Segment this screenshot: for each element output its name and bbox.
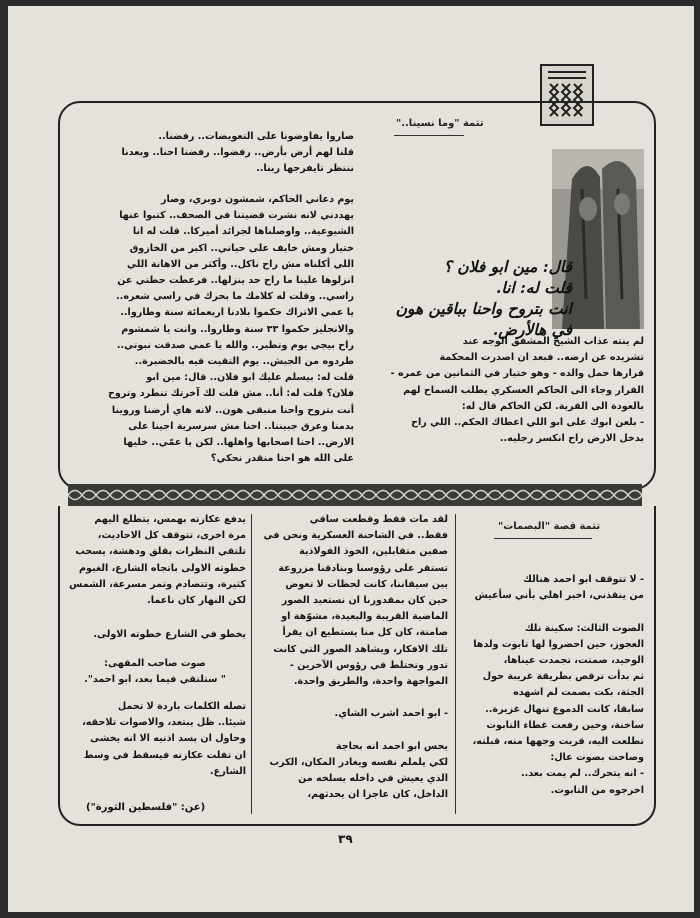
column-divider-right (455, 514, 456, 814)
ornamental-divider (68, 484, 642, 506)
magazine-page (8, 6, 694, 912)
page-number: ٣٩ (338, 832, 353, 846)
quote-line-1: قال: مين ابو فلان ؟ (443, 257, 572, 276)
pull-quote (364, 256, 572, 340)
article-para-1: صاروا يفاوضونا على التعويضات.. رفضنا.. قلنا لهم أرض بأرض.. رفضوا.. رفضنا احنا.. وبعدنا ننتظر تايفرجها ربنا.. (121, 131, 354, 175)
divider-pattern-icon (68, 484, 642, 506)
story-col-right: - لا تتوقف ابو احمد هنالك من ينقذني، اخبر اهلي بأني سأعيش الصوت الثالث: سكينة تلك العجوز، حين احضروا لها تابوت ولدها الوحيد، صمتت، تجمدت عيناها، ثم بدأت ترقص بطريقة غريبة حول الجثة، بكت بصمت لم اشهده سابقا، كانت الدموع تنهال غزيرة.. ساخنة، وحين رفعت غطاء التابوت تطلعت اليه، قربت وجهها منه، قبلته، وصاحت بصوت عال: - انه يتحرك.. لم يمت بعد.. اخرجوه من التابوت. (472, 574, 644, 796)
story-col-left-4: تصله الكلمات باردة لا تحمل شيئا.. ظل يبتعد، والاصوات تلاحقه، وحاول ان يسد اذنيه الا انه يخشى ان تفلت عكازته فيسقط في وسط الشارع. (82, 701, 246, 777)
story-col-left-2: يخطو في الشارع خطوته الاولى. (93, 629, 246, 640)
label-underline-bottom (494, 538, 592, 539)
photo-caption-text: لم ينته عذاب الشيخ المشفق الوجه عند تشريده عن ارضه.. فبعد ان اصدرت المحكمة قرارها حمل والده - وهو ختيار في الثمانين من عمره - القرار وجاء الى الحاكم العسكري يطلب السماح لهم بالعودة الى القرية. لكن الحاكم قال له: - بلعن ابوك على ابو اللي اعطاك الحكم.. اللي راح بدخل الارض راح انكسر رجليه.. (390, 336, 644, 445)
story-col-left-1: يدفع عكازته بهمس، يتطلع اليهم مرة اخرى، تتوقف كل الاحاديث، تلتقي النظرات بقلق ودهشة، يسحب خطوته الاولى باتجاه الشارع، الغيوم كثيرة، وتتصادم وتمر مسرعة، الشمس لكن النهار كان ناعما. (69, 514, 246, 607)
section-label-top: تتمة "وما نسينا.." (396, 118, 484, 129)
label-underline (394, 135, 464, 136)
story-col-left-3: صوت صاحب المقهى: " ستلتقي فيما بعد، ابو احمد". (84, 658, 226, 686)
source-credit: (عن: "فلسطين الثورة") (86, 802, 206, 813)
quote-line-2: قلت له: انا. (495, 278, 572, 297)
section-label-bottom: تتمة قصة "البصمات" (498, 521, 601, 532)
quote-line-4: في هالأرض. (492, 320, 572, 339)
column-divider-left (251, 514, 252, 814)
article-para-2: يوم دعاني الحاكم، شمشون دوبري، وصار يهددني لانه نشرت قضيتنا في الصحف.. كتبوا عنها الشيوعية.. واوصلناها لجرائد أميركا.. قلت له انا ختيار ومش خايف على حياتي.. اكبر من الخازوق اللي أكلناه مش راح ناكل.. وأكثر من الاهانة اللي انزلوها علينا ما راح حد ينزلها.. فرعطت حطتي عن راسي.. وقلت له كلامك ما بحرك في راسي شعره.. يا عمي الاتراك حكموا بلادنا اربعمائة سنة وطاروا.. والانجليز حكموا ٣٣ سنة وطاروا.. وانت يا شمشوم راح بيجي يوم وتطير.. والله يا عمي صدقت نبوتي.. طردوه من الجيش.. يوم التقيت فيه بالخضيرة.. قلت له: بيسلم عليك ابو فلان.. قال: مين ابو فلان؟ قلت له: أنا.. مش قلت لك آخرتك تنطرد وتروح أنت بتروح واحنا منبقى هون.. لانه هاي أرضنا وروينا بدمنا وعرق جبيننا.. احنا مش سرسرية اجينا على الارض.. احنا اصحابها واهلها.. لكن يا عمّي.. خليها على الله هو احنا منقدر نحكي؟ (107, 194, 354, 465)
story-col-middle: لقد مات فقط وقطعت ساقي فقط.. في الشاحنة العسكرية ونحن في صفين متقابلين، الخوذ الفولاذية تستقر على رؤوسنا وبنادقنا مزروعة بين سيقاننا، كانت لحظات لا تعوض حين كان بمقدورنا ان نستعيد الصور الماضية القريبة والبعيدة، مشوّهة او صامتة، كان كل منا يستطيع ان يقرأ تلك الافكار، ويشاهد الصور التي كانت تدور وتختلط في رؤوس الآخرين - المواجهة واحدة، والطريق واحدة. - ابو احمد اشرب الشاي. يحس ابو احمد انه بحاجة لكي يلملم نفسه ويغادر المكان، الكرب الذي يعيش في داخله يسلخه من الداخل، كان عاجزا ان يحدثهم، (263, 514, 448, 801)
quote-line-3: انت بتروح واحنا بباقين هون (395, 299, 572, 318)
